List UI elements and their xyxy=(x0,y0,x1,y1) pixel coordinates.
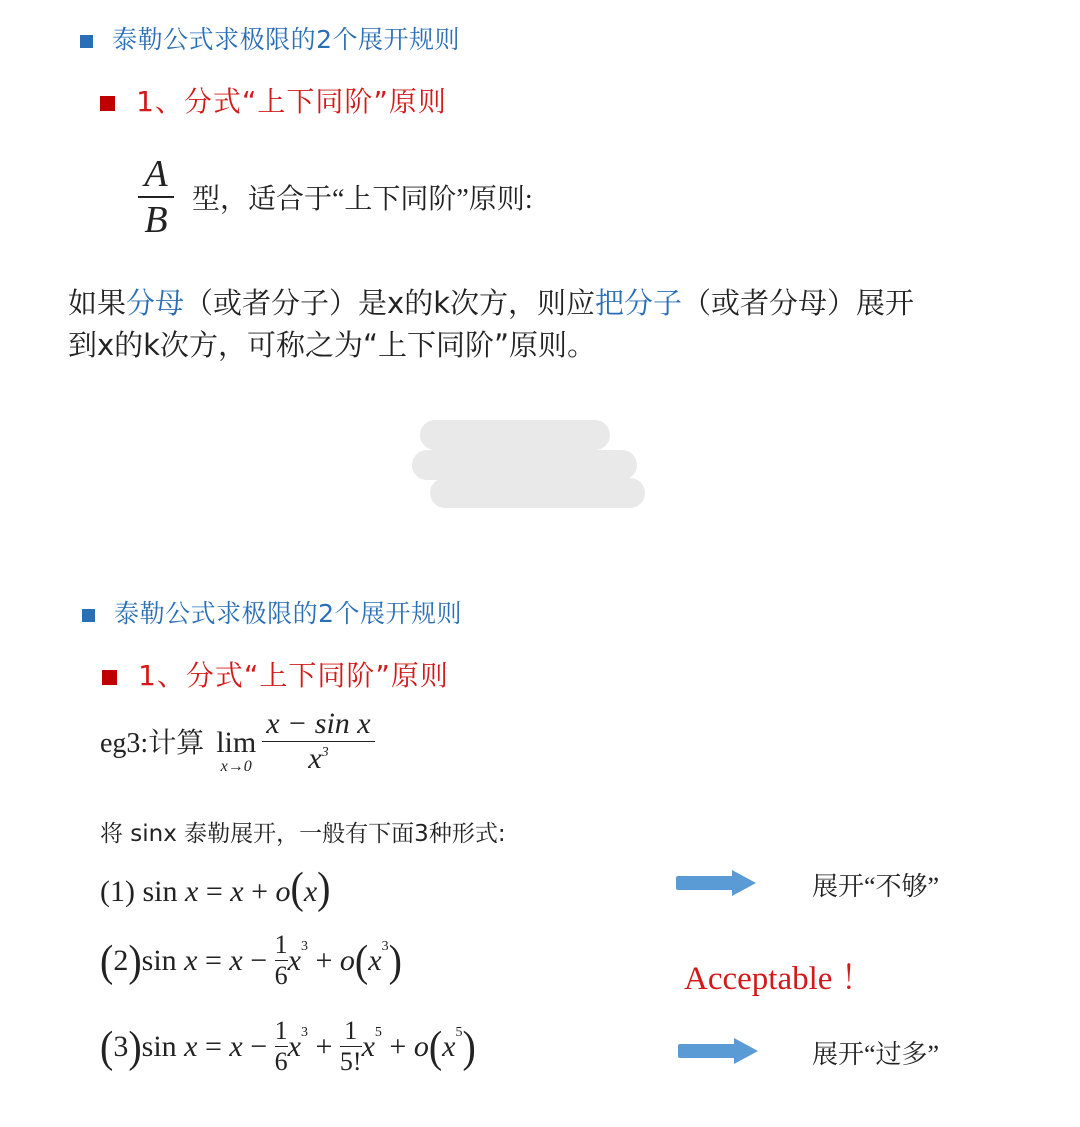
square-bullet-icon xyxy=(100,96,115,111)
example-line xyxy=(100,706,375,776)
square-bullet-icon xyxy=(82,609,95,622)
square-bullet-icon xyxy=(80,35,93,48)
fraction-line xyxy=(138,152,533,242)
expansion-intro: 将 sinx 泰勒展开，一般有下面3种形式: xyxy=(100,821,506,847)
paragraph-line-2: 到x的k次方，可称之为“上下同阶”原则。 xyxy=(68,328,597,362)
example-label: eg3:计算 xyxy=(100,728,205,759)
form-comment: Acceptable ！ xyxy=(684,961,874,997)
section-header-2 xyxy=(82,594,462,630)
rule-paragraph xyxy=(68,282,1028,366)
form-label: (1) xyxy=(100,875,135,908)
rule-title: 1、分式“上下同阶”原则 xyxy=(138,659,449,692)
right-arrow-icon xyxy=(676,870,756,896)
section-title: 泰勒公式求极限的2个展开规则 xyxy=(114,599,463,628)
rule-title: 1、分式“上下同阶”原则 xyxy=(136,85,447,118)
limit-fraction xyxy=(262,707,374,776)
para-highlight: 把分子 xyxy=(595,286,683,320)
para-part: 如果 xyxy=(68,286,127,320)
fraction-caption: 型，适合于“上下同阶”原则: xyxy=(192,184,533,215)
para-part: （或者分母）展开 xyxy=(682,286,915,320)
form-comment: 展开“过多” xyxy=(812,1040,940,1069)
form-1: (1) sin x = x + o(x) xyxy=(100,862,331,913)
form-2: ( 2 ) sin x = x − $\frac{1}{6}$ x 3 + o ( x 3 ) xyxy=(100,930,402,990)
right-arrow-icon xyxy=(678,1038,758,1064)
rule-header-1 xyxy=(100,80,447,120)
section-title: 泰勒公式求极限的2个展开规则 xyxy=(112,25,461,54)
limit-denominator: $x^3$ xyxy=(308,741,329,775)
form-comment: 展开“不够” xyxy=(812,872,940,901)
para-highlight: 分母 xyxy=(126,286,185,320)
paragraph-line-1 xyxy=(68,282,1028,324)
lim-word: lim xyxy=(216,726,257,759)
lim-subscript: x→0 xyxy=(220,758,252,775)
rule-header-2 xyxy=(102,654,449,694)
limit-numerator: x − sin x xyxy=(266,706,371,740)
form-3: ( 3 ) sin x = x − $\frac{1}{6}$ x 3 + $\frac{1}{5!}$ x 5 + o ( x 5 ) xyxy=(100,1016,476,1076)
section-header-1 xyxy=(80,20,460,56)
para-part: （或者分子）是x的k次方，则应 xyxy=(184,286,595,320)
square-bullet-icon xyxy=(102,670,117,685)
ab-fraction xyxy=(138,152,174,242)
limit-operator xyxy=(216,728,256,776)
fraction-denominator: B xyxy=(144,199,168,241)
fraction-numerator: A xyxy=(144,153,168,195)
